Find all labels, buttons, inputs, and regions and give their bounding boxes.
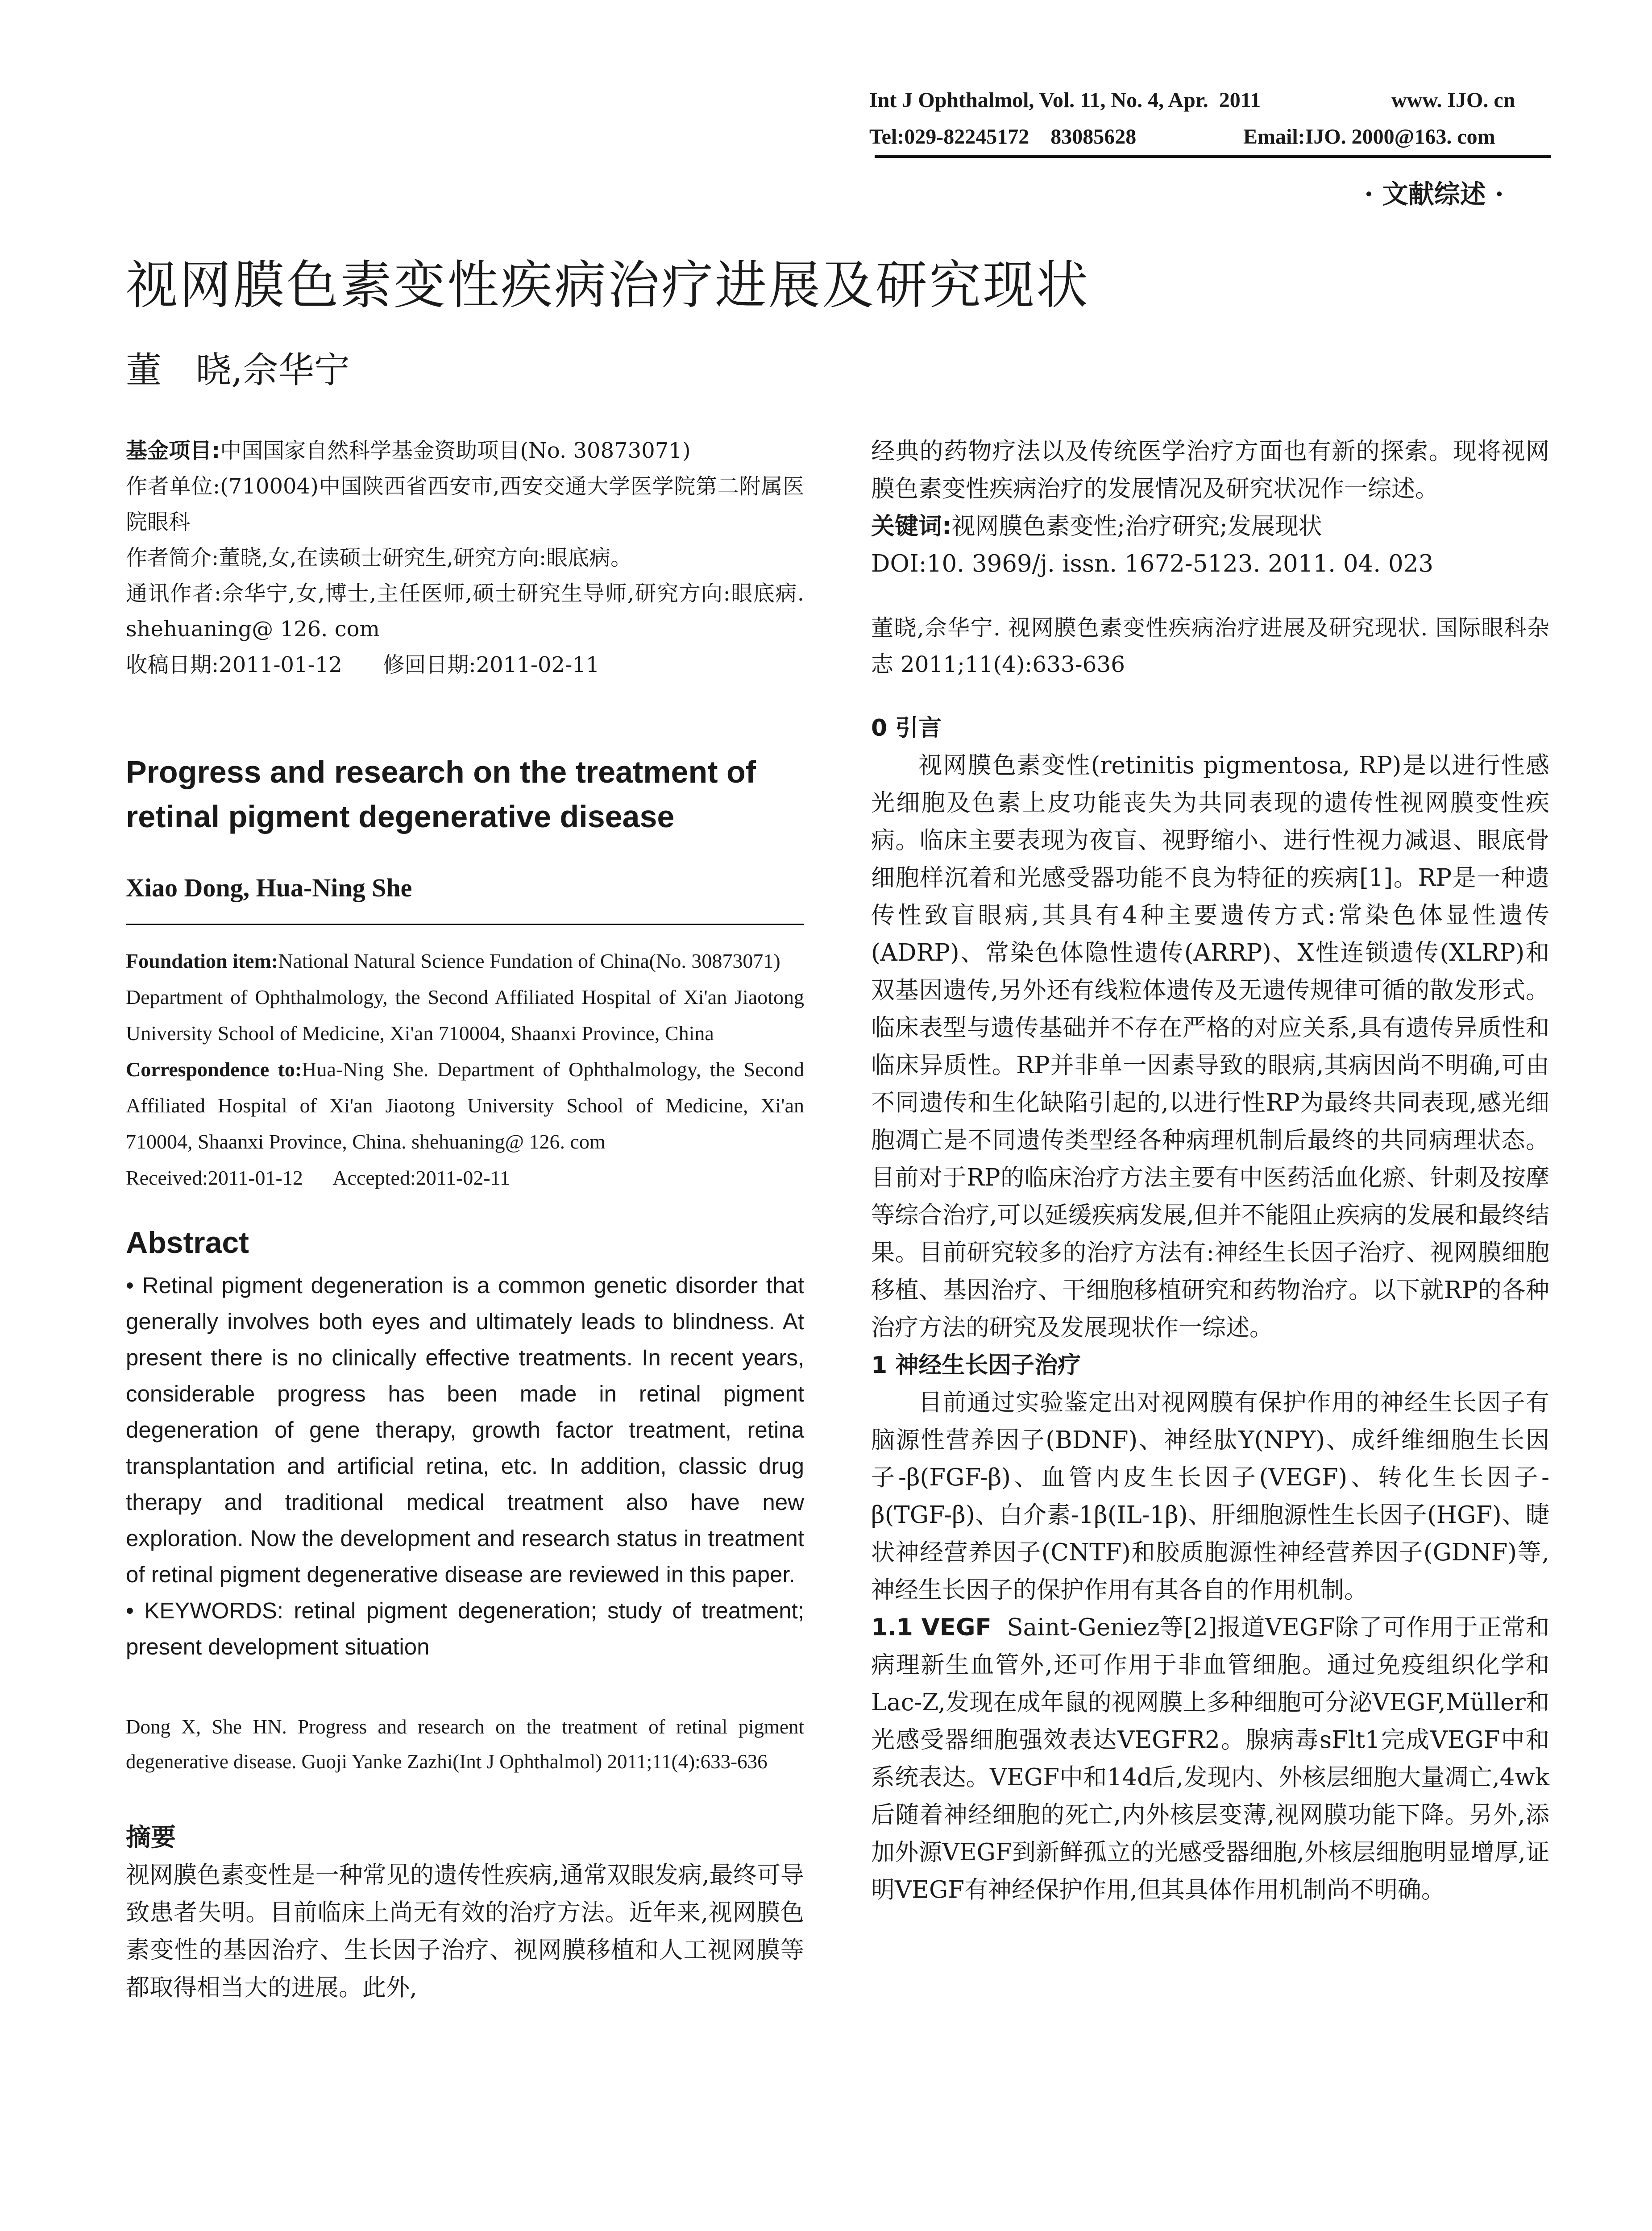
abstract-zh-heading: 摘要 xyxy=(126,1823,176,1852)
journal-tel: Tel:029-82245172 83085628 xyxy=(869,125,1137,149)
info-zh-foundation: 基金项目:中国国家自然科学基金资助项目(No. 30873071) xyxy=(126,438,691,463)
section-1-paragraph: 目前通过实验鉴定出对视网膜有保护作用的神经生长因子有脑源性营养因子(BDNF)、神经肽Y(NPY)、成纤维细胞生长因子-β(FGF-β)、血管内皮生长因子(VEGF)、转化生长因子-β(TGF-β)、白介素-1β(IL-1β)、肝细胞源性生长因子(HGF)、睫状神经营养因子(CNTF)和胶质胞源性神经营养因子(GDNF)等,神经生长因子的保护作用有其各自的作用机制。 xyxy=(871,1389,1549,1604)
abstract-heading: Abstract xyxy=(126,1226,249,1260)
section-1-heading: 1 神经生长因子治疗 xyxy=(871,1352,1081,1379)
doi: DOI:10. 3969/j. issn. 1672-5123. 2011. 04. 023 xyxy=(871,550,1434,577)
abstract-en: • Retinal pigment degeneration is a common genetic disorder that generally involves both eyes and ultimately leads to blindness. At present there is no clinically effective treatments. In recent years, considerable progress has been made in retinal pigment degeneration of gene therapy, growth factor treatment, retina transplantation and artificial retina, etc. In addition, classic drug therapy and traditional medical treatment also have new exploration. Now the development and research status in treatment of retinal pigment degenerative disease are reviewed in this paper. xyxy=(126,1273,804,1587)
keywords-en: • KEYWORDS: retinal pigment degeneration; study of treatment; present development situation xyxy=(126,1598,804,1659)
authors-zh: 董 晓,佘华宁 xyxy=(126,349,350,391)
info-zh-affiliation: 作者单位:(710004)中国陕西省西安市,西安交通大学医学院第二附属医院眼科 xyxy=(126,474,804,535)
abstract-zh: 视网膜色素变性是一种常见的遗传性疾病,通常双眼发病,最终可导致患者失明。目前临床上尚无有效的治疗方法。近年来,视网膜色素变性的基因治疗、生长因子治疗、视网膜移植和人工视网膜等都取得相当大的进展。此外, xyxy=(126,1862,804,2001)
abstract-zh-continued: 经典的药物疗法以及传统医学治疗方面也有新的探索。现将视网膜色素变性疾病治疗的发展情况及研究状况作一综述。 xyxy=(871,438,1549,502)
article-title-zh: 视网膜色素变性疾病治疗进展及研究现状 xyxy=(126,255,1090,315)
journal-email: Email:IJO. 2000@163. com xyxy=(1243,125,1495,149)
citation-en: Dong X, She HN. Progress and research on the treatment of retinal pigment degenerative disease. Guoji Yanke Zazhi(Int J Ophthalmol) 2011;11(4):633-636 xyxy=(126,1716,804,1773)
info-zh-bio: 作者简介:董晓,女,在读硕士研究生,研究方向:眼底病。 xyxy=(126,545,632,570)
section-1-1-paragraph: 1.1 VEGF Saint-Geniez等[2]报道VEGF除了可作用于正常和病理新生血管外,还可作用于非血管细胞。通过免疫组织化学和Lac-Z,发现在成年鼠的视网膜上多种细胞可分泌VEGF,Müller和光感受器细胞强效表达VEGFR2。腺病毒sFlt1完成VEGF中和系统表达。VEGF中和14d后,发现内、外核层细胞大量凋亡,4wk后随着神经细胞的死亡,内外核层变薄,视网膜功能下降。另外,添加外源VEGF到新鲜孤立的光感受器细胞,外核层细胞明显增厚,证明VEGF有神经保护作用,但其具体作用机制尚不明确。 xyxy=(871,1614,1549,1903)
header-rule xyxy=(875,155,1551,158)
journal-website: www. IJO. cn xyxy=(1391,88,1515,112)
info-en-department: Department of Ophthalmology, the Second Affiliated Hospital of Xi'an Jiaotong University School of Medicine, Xi'an 710004, Shaanxi Province, China xyxy=(126,986,804,1045)
citation-zh: 董晓,佘华宁. 视网膜色素变性疾病治疗进展及研究现状. 国际眼科杂志 2011;11(4):633-636 xyxy=(871,615,1549,677)
divider xyxy=(126,924,804,925)
section-tag: · 文献综述 · xyxy=(1364,179,1504,209)
info-en-foundation: Foundation item:National Natural Science Fundation of China(No. 30873071) xyxy=(126,950,780,972)
info-en-correspondence: Correspondence to:Hua-Ning She. Department of Ophthalmology, the Second Affiliated Hospital of Xi'an Jiaotong University School of Medicine, Xi'an 710004, Shaanxi Province, China. shehuaning@ 126. com xyxy=(126,1058,805,1153)
authors-en: Xiao Dong, Hua-Ning She xyxy=(126,873,412,902)
right-column xyxy=(871,433,1549,1909)
info-en-dates: Received:2011-01-12 Accepted:2011-02-11 xyxy=(126,1166,510,1189)
section-0-heading: 0 引言 xyxy=(871,715,942,742)
info-zh-dates: 收稿日期:2011-01-12 修回日期:2011-02-11 xyxy=(126,652,600,677)
article-title-en: Progress and research on the treatment of retinal pigment degenerative disease xyxy=(126,755,756,834)
info-zh-correspondence: 通讯作者:佘华宁,女,博士,主任医师,硕士研究生导师,研究方向:眼底病. shehuaning@ 126. com xyxy=(126,581,804,642)
intro-paragraph: 视网膜色素变性(retinitis pigmentosa, RP)是以进行性感光细胞及色素上皮功能丧失为共同表现的遗传性视网膜变性疾病。临床主要表现为夜盲、视野缩小、进行性视力减退、眼底骨细胞样沉着和光感受器功能不良为特征的疾病[1]。RP是一种遗传性致盲眼病,其具有4种主要遗传方式:常染色体显性遗传(ADRP)、常染色体隐性遗传(ARRP)、X性连锁遗传(XLRP)和双基因遗传,另外还有线粒体遗传及无遗传规律可循的散发形式。临床表型与遗传基础并不存在严格的对应关系,具有遗传异质性和临床异质性。RP并非单一因素导致的眼病,其病因尚不明确,可由不同遗传和生化缺陷引起的,以进行性RP为最终共同表现,感光细胞凋亡是不同遗传类型经各种病理机制后最终的共同病理状态。目前对于RP的临床治疗方法主要有中医药活血化瘀、针刺及按摩等综合治疗,可以延缓疾病发展,但并不能阻止疾病的发展和最终结果。目前研究较多的治疗方法有:神经生长因子治疗、视网膜细胞移植、基因治疗、干细胞移植研究和药物治疗。以下就RP的各种治疗方法的研究及发展现状作一综述。 xyxy=(871,752,1549,1341)
keywords-zh: 关键词:视网膜色素变性;治疗研究;发展现状 xyxy=(871,513,1322,540)
journal-citation: Int J Ophthalmol, Vol. 11, No. 4, Apr. 2011 xyxy=(869,88,1261,112)
left-column xyxy=(126,433,804,2007)
